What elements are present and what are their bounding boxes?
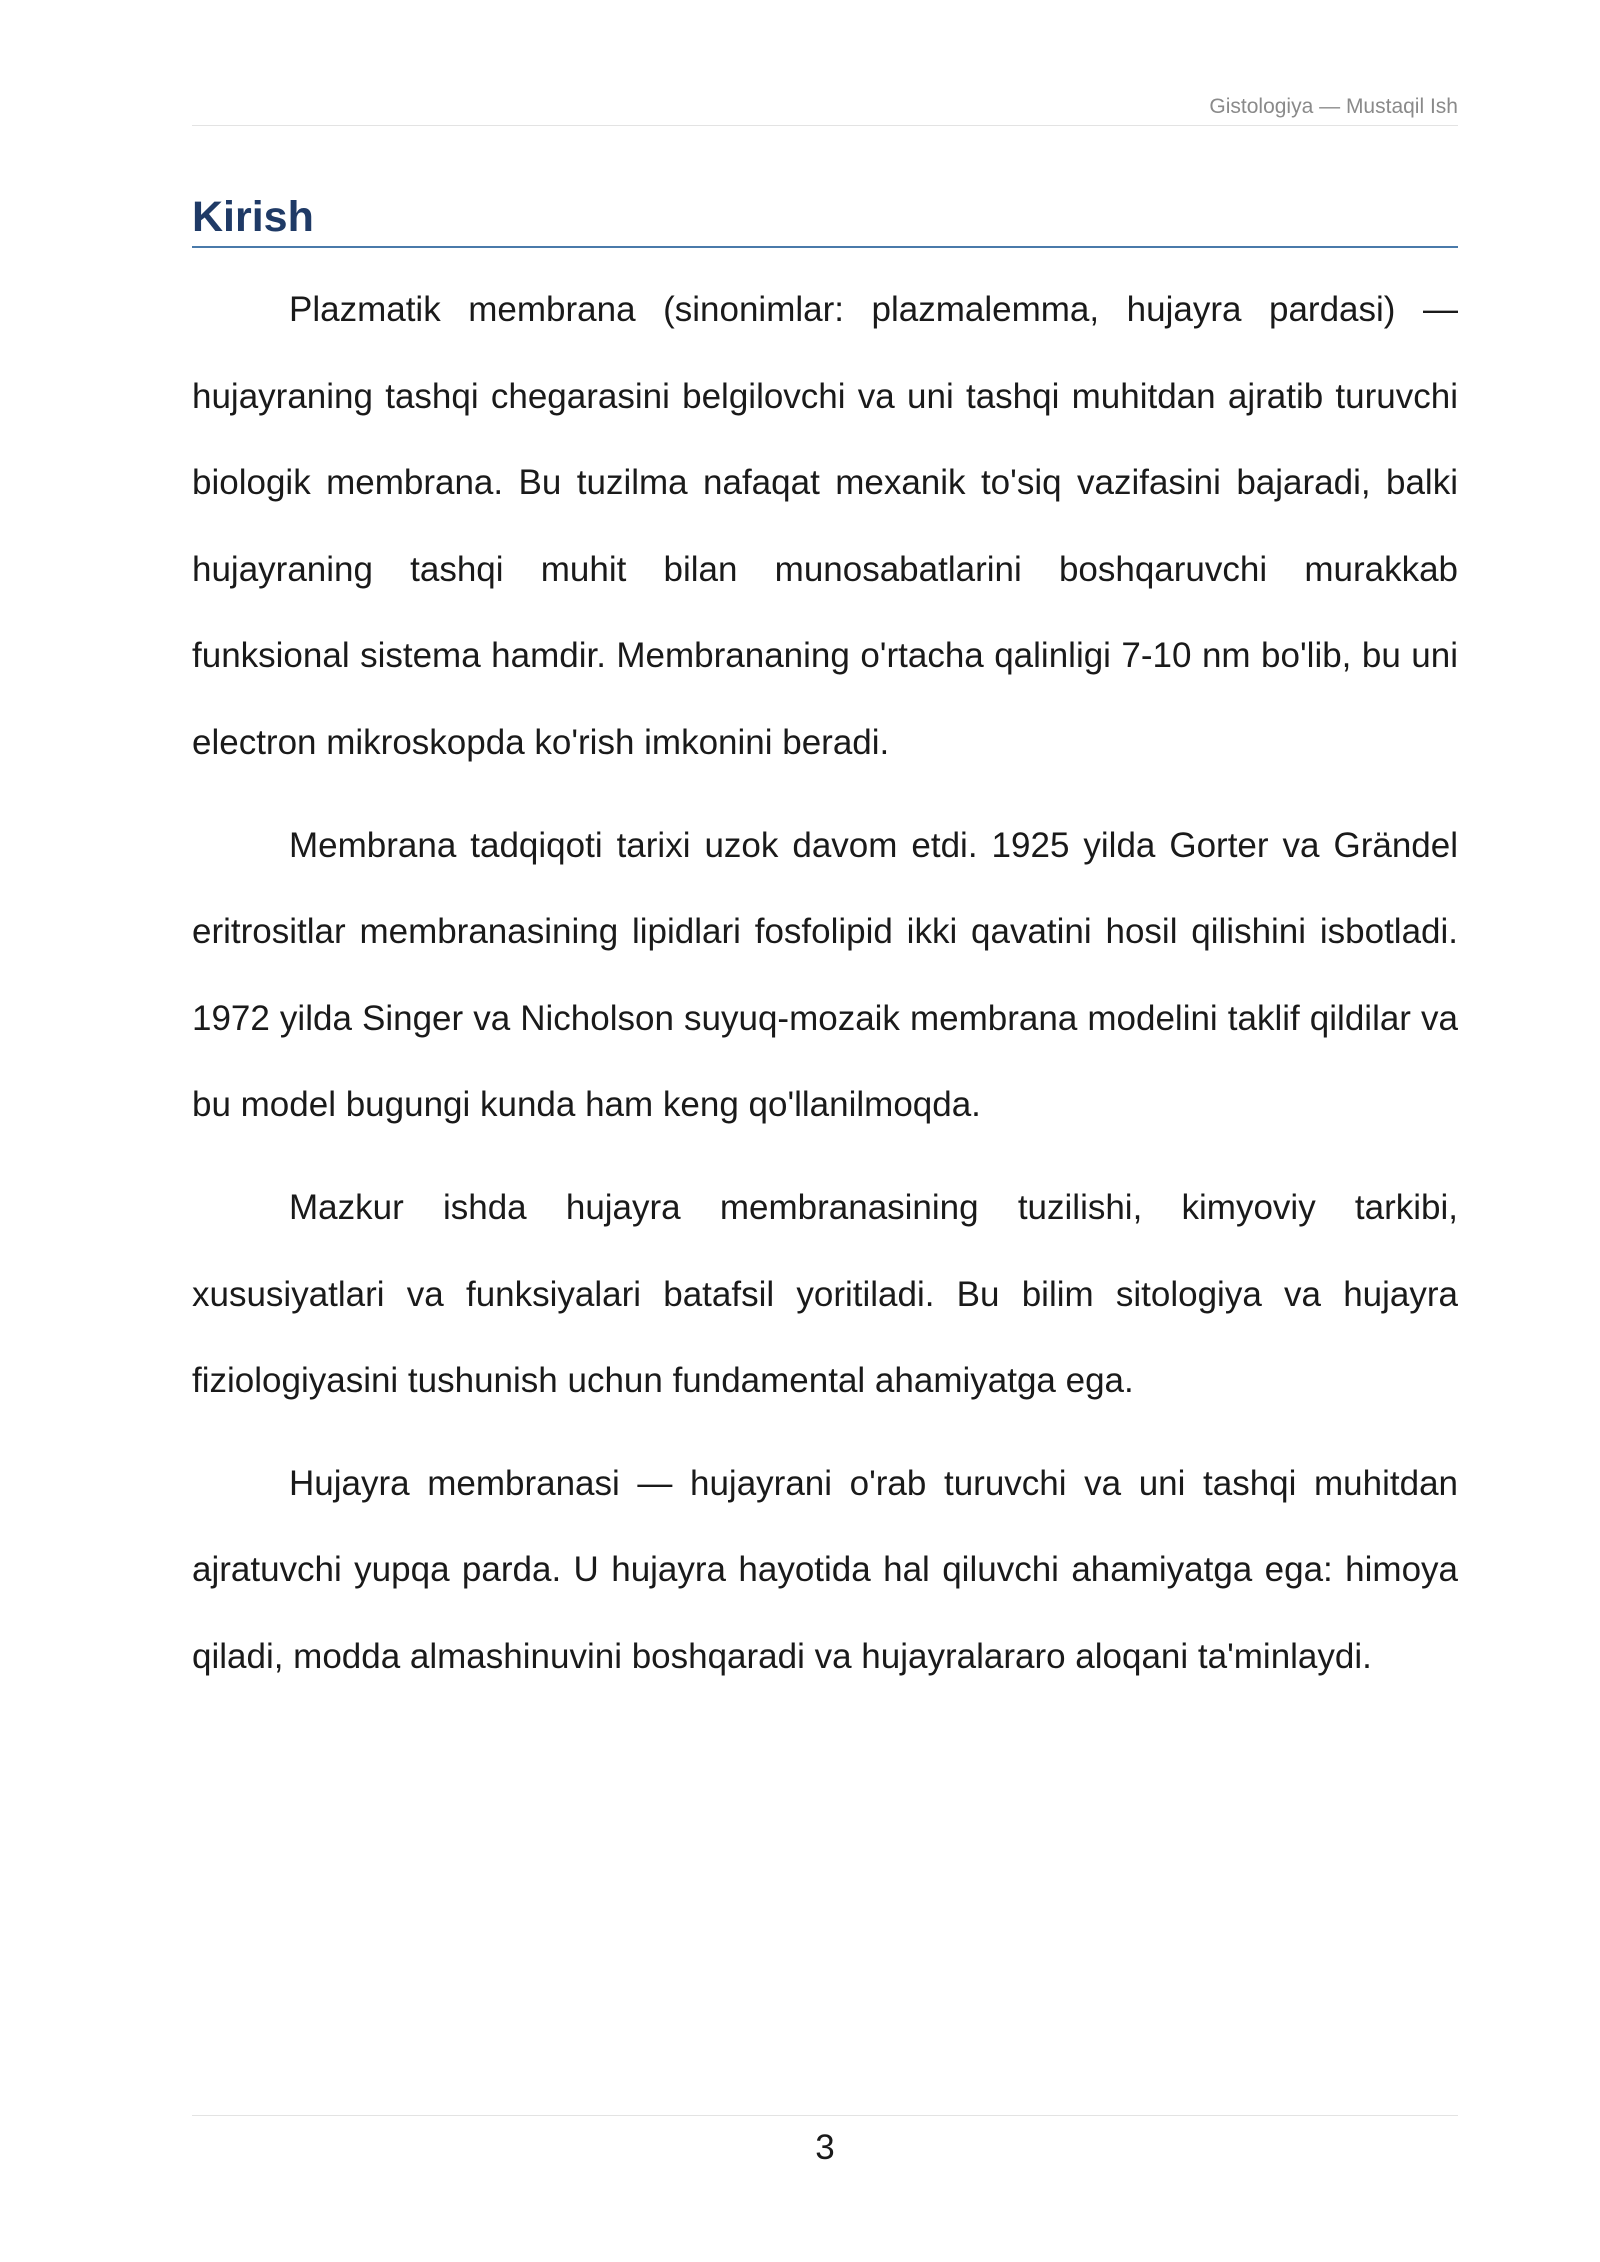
page-number: 3 <box>815 2128 835 2167</box>
page-header <box>192 92 1458 126</box>
page-footer <box>192 2115 1458 2170</box>
section-title: Kirish <box>192 188 1458 248</box>
body-text <box>192 267 1458 1717</box>
paragraph-3: Mazkur ishda hujayra membranasining tuzilishi, kimyoviy tarkibi, xususiyatlari va funksiyalari batafsil yoritiladi. Bu bilim sitologiya va hujayra fiziologiyasini tushunish uchun fundamental ahamiyatga ega. <box>192 1187 1458 1401</box>
paragraph-1: Plazmatik membrana (sinonimlar: plazmalemma, hujayra pardasi) — hujayraning tashqi chegarasini belgilovchi va uni tashqi muhitdan ajratib turuvchi biologik membrana. Bu tuzilma nafaqat mexanik to'siq vazifasini bajaradi, balki hujayraning tashqi muhit bilan munosabatlarini boshqaruvchi murakkab funksional sistema hamdir. Membrananing o'rtacha qalinligi 7-10 nm bo'lib, bu uni electron mikroskopda ko'rish imkonini beradi. <box>192 290 1458 762</box>
running-title: Gistologiya — Mustaqil Ish <box>1209 95 1458 118</box>
paragraph-4: Hujayra membranasi — hujayrani o'rab turuvchi va uni tashqi muhitdan ajratuvchi yupqa parda. U hujayra hayotida hal qiluvchi ahamiyatga ega: himoya qiladi, modda almashinuvini boshqaradi va hujayralararo aloqani ta'minlaydi. <box>192 1463 1458 1676</box>
paragraph-2: Membrana tadqiqoti tarixi uzok davom etdi. 1925 yilda Gorter va Grändel eritrositlar membranasining lipidlari fosfolipid ikki qavatini hosil qilishini isbotladi. 1972 yilda Singer va Nicholson suyuq-mozaik membrana modelini taklif qildilar va bu model bugungi kunda ham keng qo'llanilmoqda. <box>192 825 1458 1125</box>
